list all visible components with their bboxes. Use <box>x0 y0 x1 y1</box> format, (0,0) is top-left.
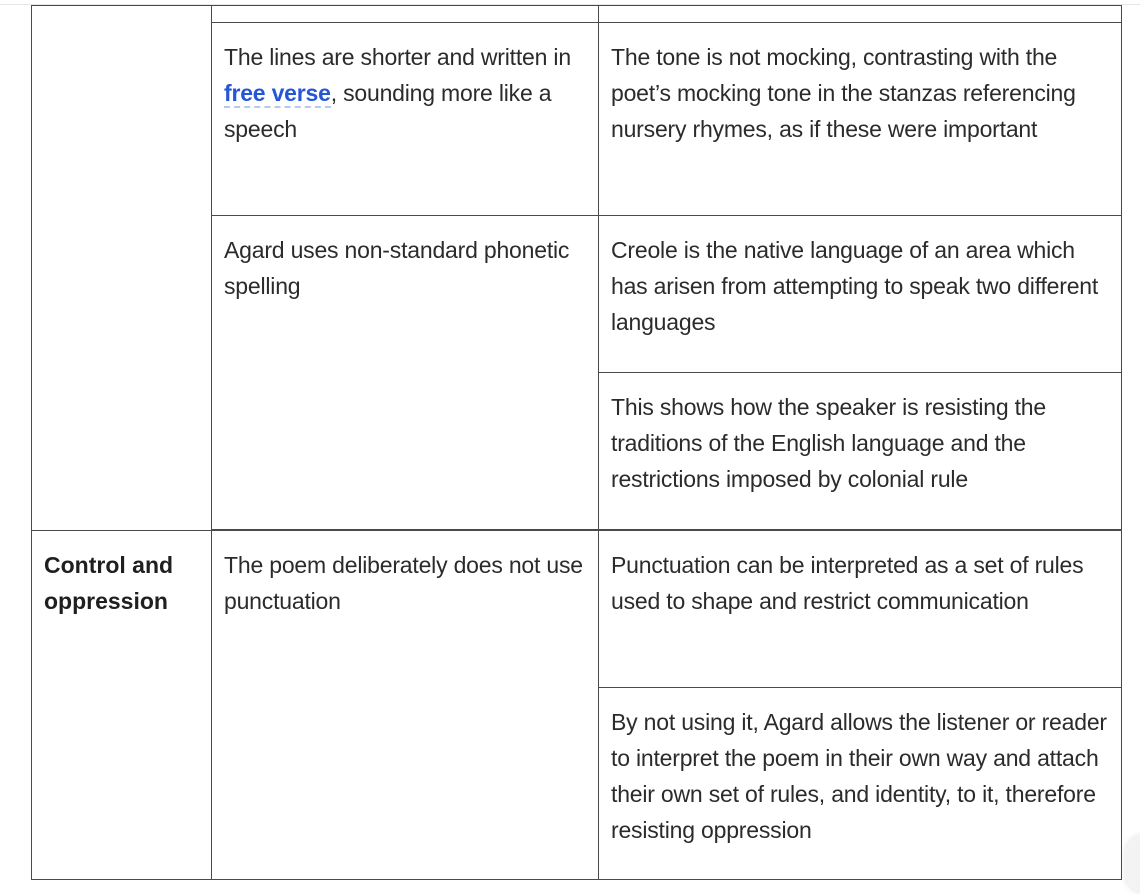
technique-cell <box>212 216 599 530</box>
effect-cell <box>599 23 1122 216</box>
effect-text: Punctuation can be interpreted as a set of rules used to shape and restrict communication <box>611 552 1084 614</box>
table-row <box>32 6 1122 23</box>
technique-text-part: , sounding more like a speech <box>224 80 552 142</box>
technique-cell <box>212 23 599 216</box>
effect-cell <box>599 688 1122 880</box>
effect-text: Creole is the native language of an area which has arisen from attempting to speak two different languages <box>611 237 1099 335</box>
table-row <box>32 531 1122 688</box>
effect-text: The tone is not mocking, contrasting with the poet’s mocking tone in the stanzas referencing nursery rhymes, as if these were important <box>611 44 1076 142</box>
technique-cell <box>212 531 599 880</box>
theme-cell-continued <box>32 6 212 531</box>
technique-text <box>224 39 586 147</box>
effect-cell-top-continued <box>599 6 1122 23</box>
effect-text: By not using it, Agard allows the listener or reader to interpret the poem in their own way and attach their own set of rules, and identity, to it, therefore resisting oppression <box>611 709 1107 843</box>
free-verse-link[interactable]: free verse <box>224 80 331 106</box>
technique-text: The poem deliberately does not use punctuation <box>224 552 583 614</box>
theme-label: Control and oppression <box>44 552 174 614</box>
effect-cell <box>599 531 1122 688</box>
technique-text: Agard uses non-standard phonetic spelling <box>224 237 570 299</box>
analysis-table <box>31 5 1122 880</box>
technique-text-part: The lines are shorter and written in <box>224 44 571 70</box>
effect-cell <box>599 216 1122 373</box>
theme-cell <box>32 531 212 880</box>
effect-cell <box>599 373 1122 530</box>
technique-cell-top-continued <box>212 6 599 23</box>
floating-widget-edge[interactable] <box>1124 834 1140 894</box>
effect-text: This shows how the speaker is resisting the traditions of the English language and the restrictions imposed by colonial rule <box>611 394 1046 492</box>
